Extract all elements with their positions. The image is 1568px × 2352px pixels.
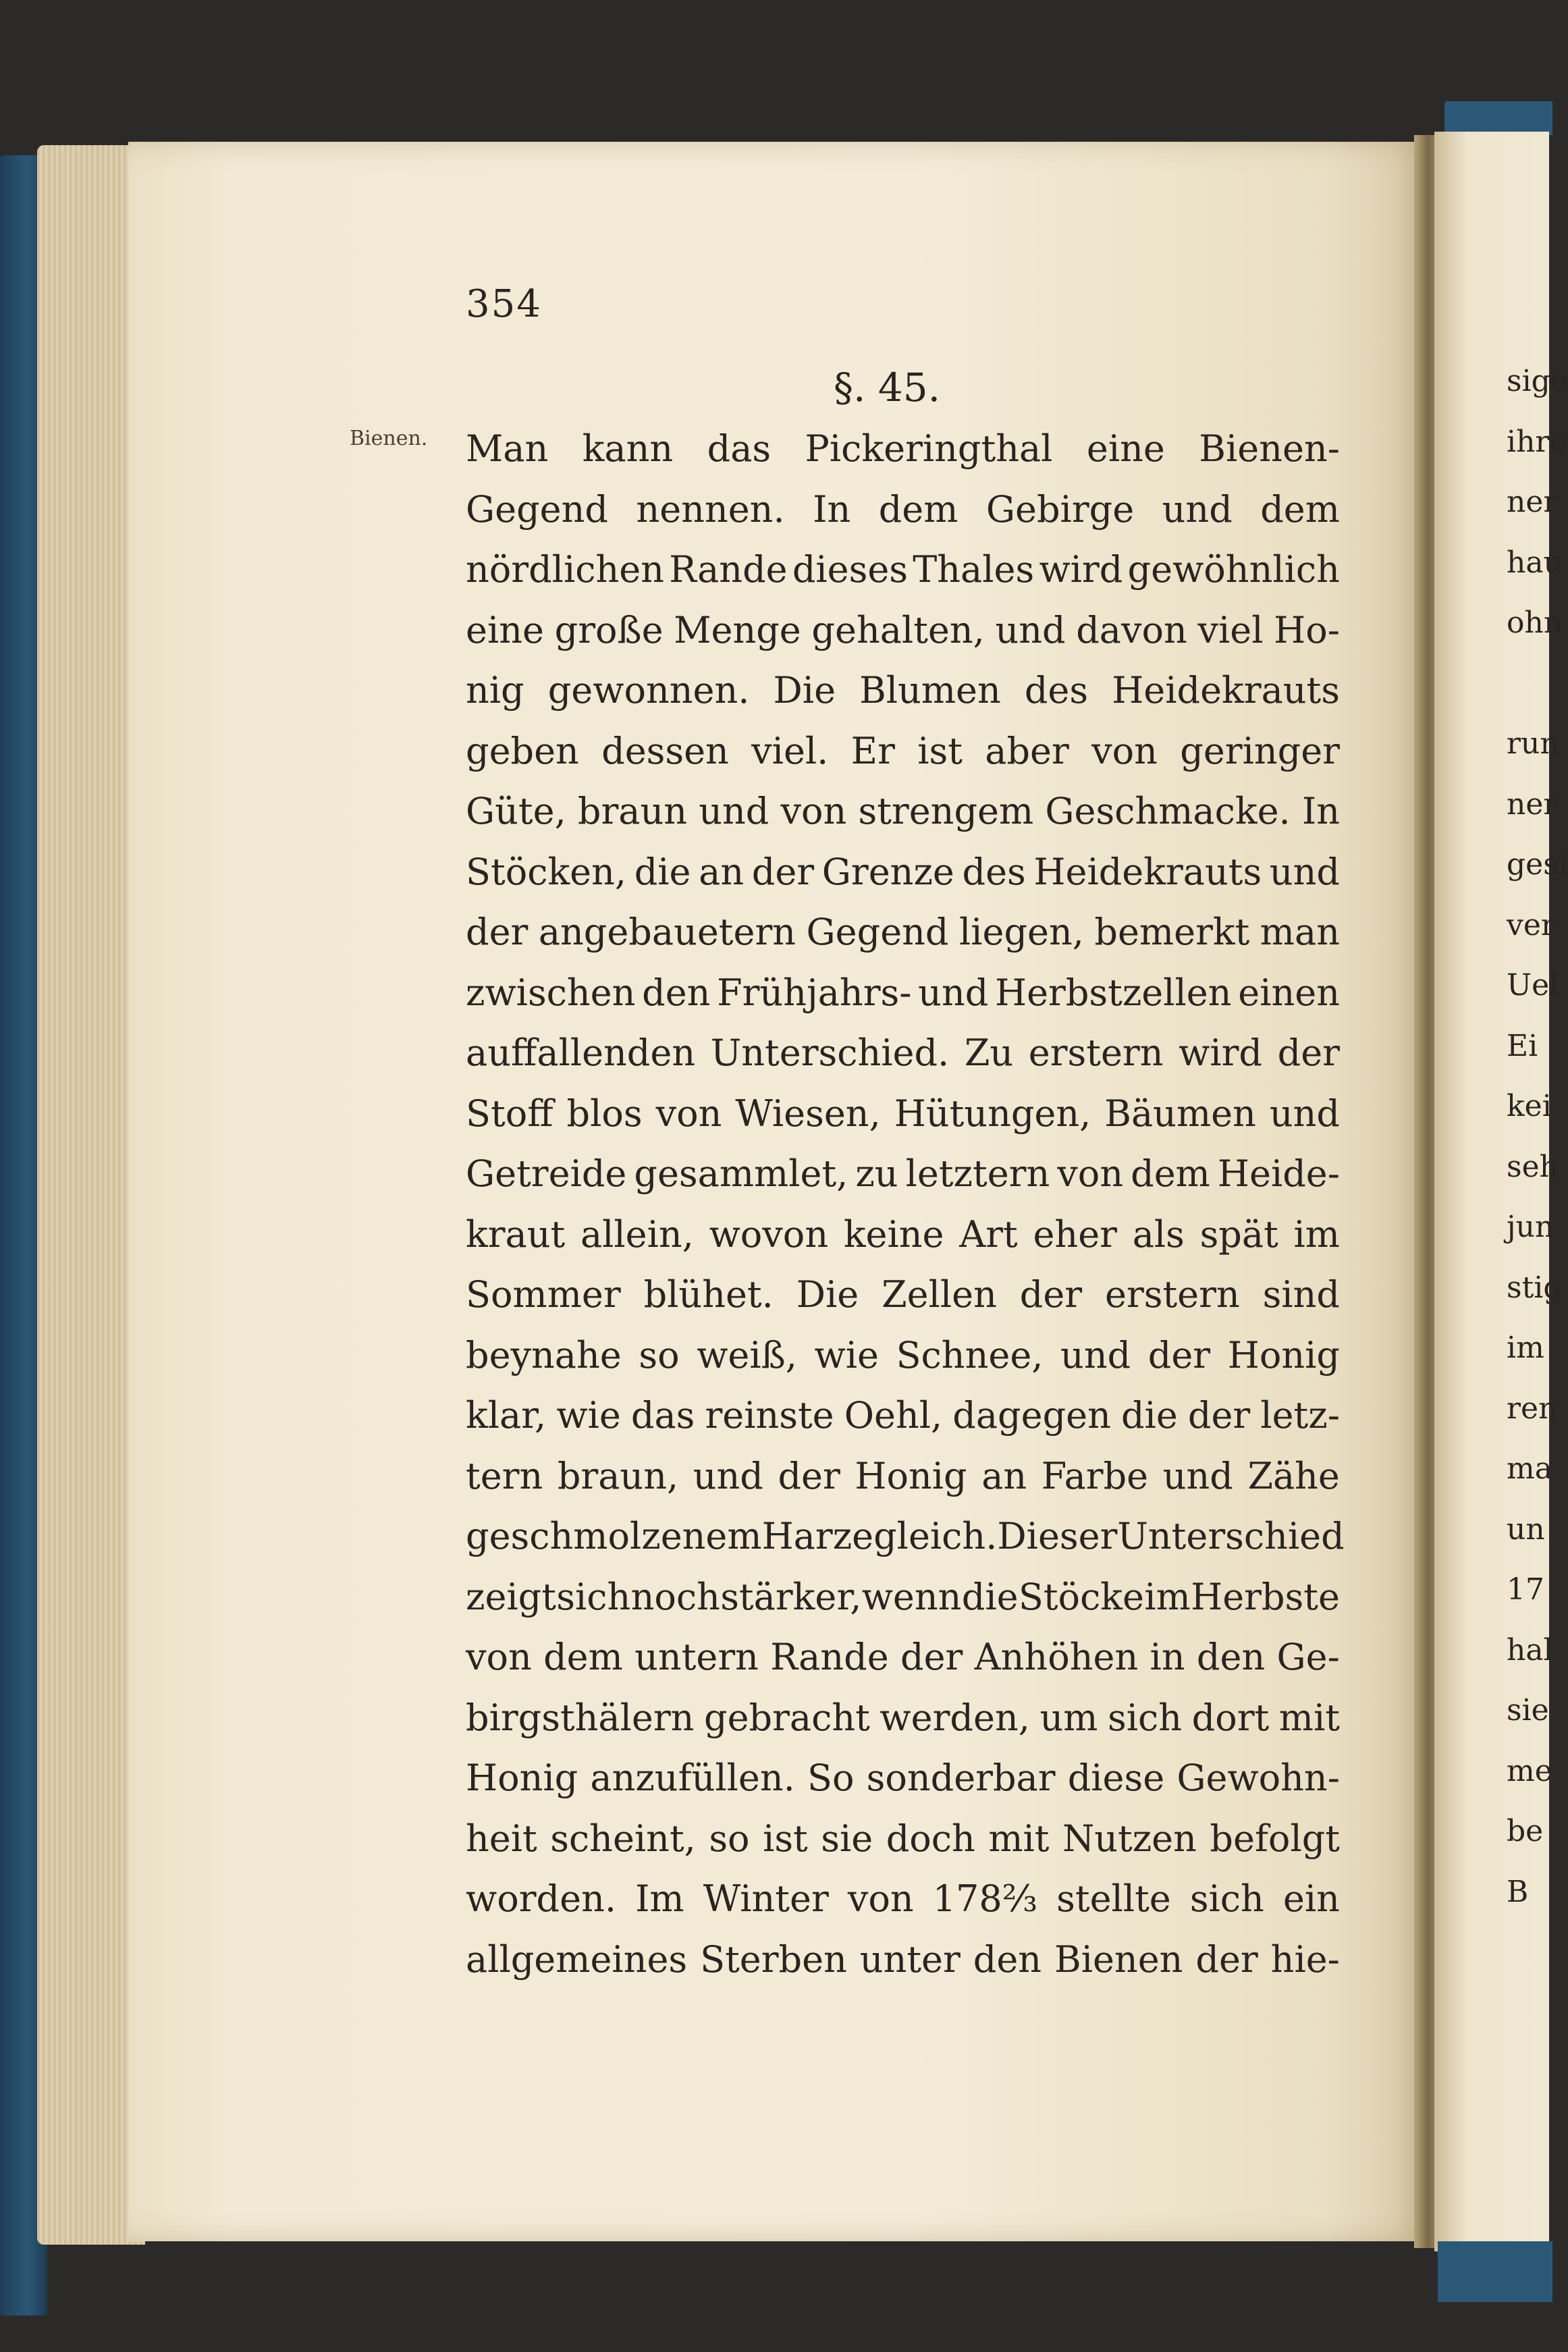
text-line: Stoff blos von Wiesen, Hütungen, Bäumen und [466, 1092, 1340, 1135]
text-line: beynahe so weiß, wie Schnee, und der Honig [466, 1333, 1340, 1377]
text-line: zwischen den Frühjahrs- und Herbstzellen einen [466, 971, 1340, 1014]
right-page-fragment: be [1507, 1814, 1544, 1849]
right-page-fragment: kei [1507, 1089, 1552, 1124]
text-line: Stöcken, die an der Grenze des Heidekrauts und [466, 850, 1340, 893]
margin-note: Bienen. [350, 427, 428, 450]
right-page-fragment: hal [1507, 1632, 1553, 1667]
text-line: klar, wie das reinste Oehl, dagegen die der letz- [466, 1394, 1340, 1437]
book-cover-right [1444, 101, 1552, 135]
right-page-fragment: ner [1507, 786, 1558, 822]
text-line: nig gewonnen. Die Blumen des Heidekrauts [466, 669, 1340, 712]
right-page-fragment: me [1507, 1753, 1552, 1788]
text-line: geben dessen viel. Er ist aber von geringer [466, 729, 1340, 772]
text-line: von dem untern Rande der Anhöhen in den Ge- [466, 1636, 1340, 1679]
right-page-fragment: 17 [1507, 1572, 1544, 1607]
text-line: tern braun, und der Honig an Farbe und Zähe [466, 1454, 1340, 1497]
text-line: Sommer blühet. Die Zellen der erstern sind [466, 1273, 1340, 1316]
right-page-fragment: ner [1507, 485, 1558, 520]
right-page-fragment: seh [1507, 1149, 1559, 1184]
book-cover-right-bottom [1438, 2241, 1552, 2302]
right-page-fragment: ma [1507, 1451, 1552, 1487]
text-line: heit scheint, so ist sie doch mit Nutzen befolgt [466, 1817, 1340, 1860]
right-page-fragment: stig [1507, 1270, 1563, 1305]
right-page-fragment: ver [1507, 907, 1555, 942]
right-page-fragments [1507, 351, 1568, 1922]
text-line: allgemeines Sterben unter den Bienen der hie- [466, 1937, 1340, 1981]
text-line: Getreide gesammlet, zu letztern von dem Heide- [466, 1152, 1340, 1196]
text-line: Güte, braun und von strengem Geschmacke. In [466, 790, 1340, 833]
right-page-fragment: hau [1507, 545, 1563, 580]
text-line: eine große Menge gehalten, und davon viel Ho- [466, 608, 1340, 651]
text-line: worden. Im Winter von 178⅔ stellte sich ein [466, 1877, 1340, 1921]
right-page-fragment: sie [1507, 1693, 1549, 1728]
text-line: geschmolzenem Harze gleich. Dieser Unterschied [466, 1515, 1345, 1558]
text-line: Honig anzufüllen. So sonderbar diese Gewohn- [466, 1757, 1340, 1800]
right-page-fragment: ohn [1507, 606, 1563, 641]
text-line: auffallenden Unterschied. Zu erstern wird der [466, 1032, 1340, 1075]
right-page-fragment: Ei [1507, 1028, 1538, 1063]
text-line: nördlichen Rande dieses Thales wird gewöhnlich [466, 548, 1340, 591]
right-page-fragment: gesi [1507, 847, 1568, 882]
right-page-fragment [1507, 653, 1547, 714]
right-page-fragment: jun [1507, 1210, 1555, 1245]
right-page-fragment: ihre [1507, 424, 1567, 459]
right-page-fragment: ren [1507, 1391, 1558, 1426]
page-number: 354 [466, 282, 542, 326]
right-page-fragment: Uel [1507, 968, 1559, 1003]
right-page-fragment: run [1507, 726, 1559, 761]
right-page-fragment: sige [1507, 364, 1568, 399]
text-line: zeigt sich noch stärker, wenn die Stöcke im Herbste [466, 1575, 1340, 1618]
text-line: Man kann das Pickeringthal eine Bienen- [466, 427, 1340, 471]
section-heading: §. 45. [834, 365, 941, 410]
body-text [466, 419, 1345, 1989]
right-page-fragment: B [1507, 1874, 1529, 1909]
right-page-fragment: un [1507, 1512, 1545, 1547]
text-line: kraut allein, wovon keine Art eher als spät im [466, 1212, 1340, 1256]
text-line: birgsthälern gebracht werden, um sich dort mit [466, 1696, 1340, 1739]
text-line: Gegend nennen. In dem Gebirge und dem [466, 487, 1340, 531]
right-page-fragment: im [1507, 1331, 1544, 1366]
text-line: der angebauetern Gegend liegen, bemerkt man [466, 911, 1340, 954]
